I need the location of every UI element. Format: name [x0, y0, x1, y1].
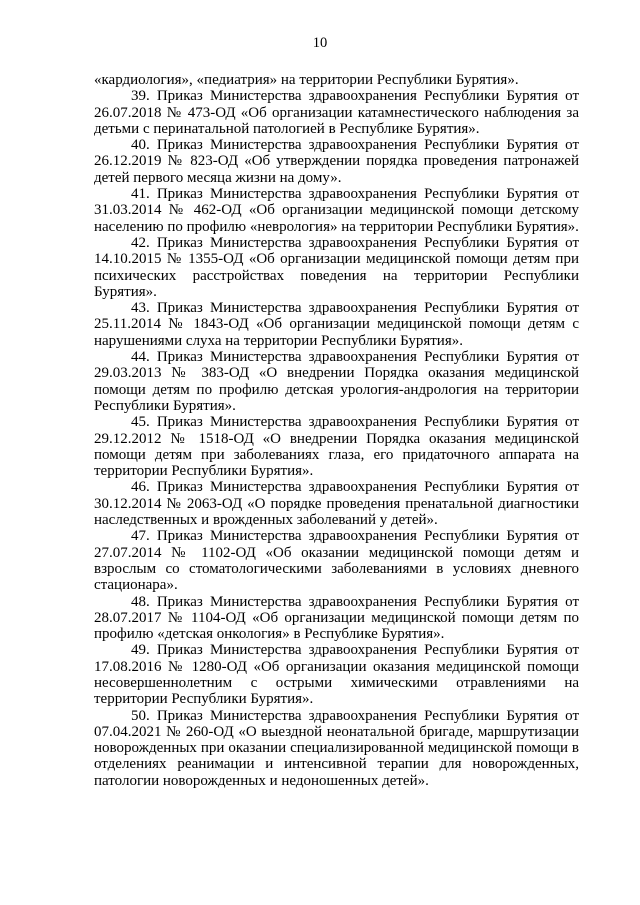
list-item-41: 41. Приказ Министерства здравоохранения Республики Бурятия от 31.03.2014 № 462-ОД «Об организации медицинской помощи детскому населению по профилю «неврология» на территории Республики Бурятия». [94, 186, 579, 235]
list-item-47: 47. Приказ Министерства здравоохранения Республики Бурятия от 27.07.2014 № 1102-ОД «Об оказании медицинской помощи детям и взрослым со стоматологическими заболеваниями в условиях дневного стационара». [94, 528, 579, 594]
list-item-39: 39. Приказ Министерства здравоохранения Республики Бурятия от 26.07.2018 № 473-ОД «Об организации катамнестического наблюдения за детьми с перинатальной патологией в Республике Бурятия». [94, 88, 579, 137]
list-item-44: 44. Приказ Министерства здравоохранения Республики Бурятия от 29.03.2013 № 383-ОД «О внедрении Порядка оказания медицинской помощи детям по профилю детская урология-андрология на территории Республики Бурятия». [94, 349, 579, 414]
paragraph-continuation: «кардиология», «педиатрия» на территории Республики Бурятия». [94, 72, 519, 88]
list-item-46: 46. Приказ Министерства здравоохранения Республики Бурятия от 30.12.2014 № 2063-ОД «О порядке проведения пренатальной диагностики наследственных и врожденных заболеваний у детей». [94, 479, 579, 529]
list-item-48: 48. Приказ Министерства здравоохранения Республики Бурятия от 28.07.2017 № 1104-ОД «Об организации медицинской помощи детям по профилю «детская онкология» в Республике Бурятия». [94, 593, 579, 643]
document-body [94, 72, 579, 789]
list-item-43: 43. Приказ Министерства здравоохранения Республики Бурятия от 25.11.2014 № 1843-ОД «Об организации медицинской помощи детям с нарушениями слуха на территории Республики Бурятия». [94, 300, 579, 349]
list-item-45: 45. Приказ Министерства здравоохранения Республики Бурятия от 29.12.2012 № 1518-ОД «О внедрении Порядка оказания медицинской помощи детям при заболеваниях глаза, его придаточного аппарата на территории Республики Бурятия». [94, 414, 579, 480]
list-item-50: 50. Приказ Министерства здравоохранения Республики Бурятия от 07.04.2021 № 260-ОД «О выездной неонатальной бригаде, маршрутизации новорожденных при оказании специализированной медицинской помощи в отделениях реанимации и интенсивной терапии для новорожденных, патологии новорожденных и недоношенных детей». [94, 707, 579, 789]
list-item-49: 49. Приказ Министерства здравоохранения Республики Бурятия от 17.08.2016 № 1280-ОД «Об организации оказания медицинской помощи несовершеннолетним с острыми химическими отравлениями на территории Республики Бурятия». [94, 642, 579, 708]
list-item-42: 42. Приказ Министерства здравоохранения Республики Бурятия от 14.10.2015 № 1355-ОД «Об организации медицинской помощи детям при психических расстройствах поведения на территории Республики Бурятия». [94, 234, 579, 300]
page-number: 10 [312, 35, 328, 51]
list-item-40: 40. Приказ Министерства здравоохранения Республики Бурятия от 26.12.2019 № 823-ОД «Об утверждении порядка проведения патронажей детей первого месяца жизни на дому». [94, 137, 579, 186]
